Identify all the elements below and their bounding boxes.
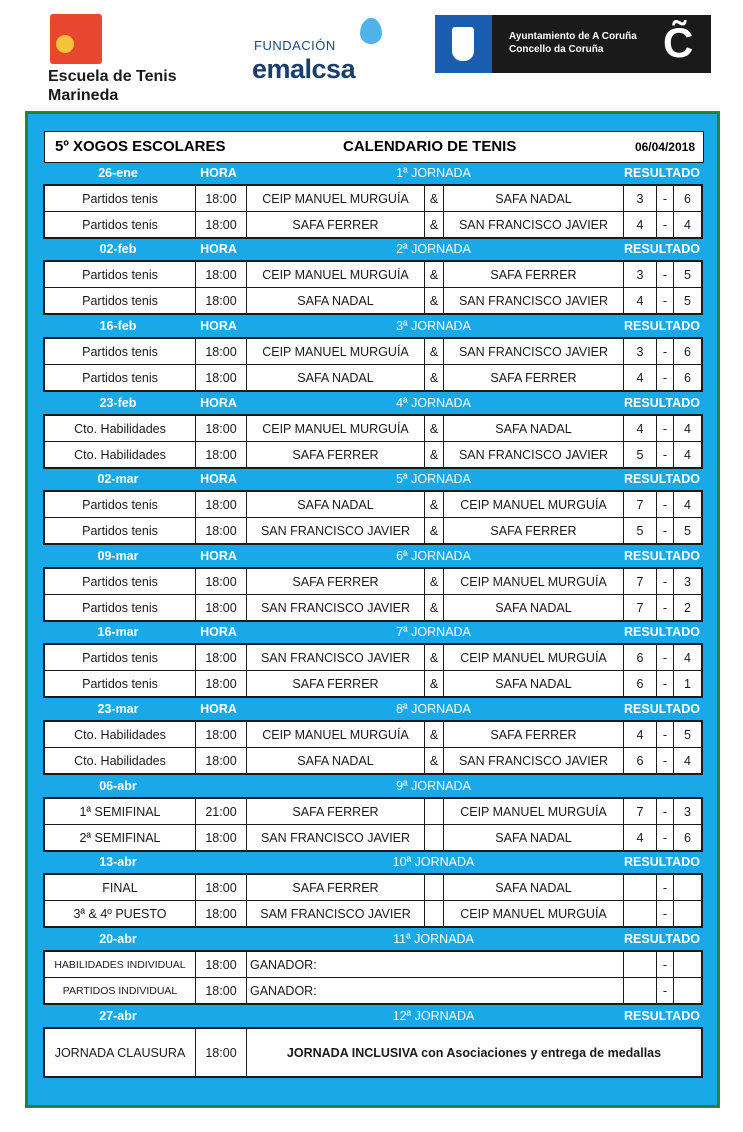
score-left: 5 — [623, 442, 656, 467]
score-separator: - — [656, 799, 673, 824]
versus-sign: & — [424, 365, 443, 390]
match-time: 18:00 — [195, 978, 246, 1003]
home-team: SAN FRANCISCO JAVIER — [246, 645, 424, 670]
event-type: Partidos tenis — [82, 267, 158, 282]
result-header: RESULTADO — [624, 472, 700, 486]
score-left: 6 — [623, 645, 656, 670]
score-right: 4 — [673, 492, 701, 517]
away-team: SAN FRANCISCO JAVIER — [443, 339, 623, 364]
winner-field: GANADOR: — [246, 978, 623, 1003]
score-separator: - — [656, 416, 673, 441]
round-section — [43, 315, 703, 392]
event-type: Cto. Habilidades — [74, 753, 166, 768]
home-team: CEIP MANUEL MURGUÍA — [246, 722, 424, 747]
score-right: 4 — [673, 748, 701, 773]
score-right: 4 — [673, 212, 701, 237]
score-left — [623, 875, 656, 900]
versus-sign — [424, 901, 443, 926]
score-right — [673, 875, 701, 900]
round-label: 12ª JORNADA — [392, 1009, 475, 1023]
match-time: 18:00 — [195, 492, 246, 517]
round-label: 9ª JORNADA — [396, 779, 471, 793]
away-team: SAN FRANCISCO JAVIER — [443, 288, 623, 313]
result-header: RESULTADO — [624, 625, 700, 639]
score-separator: - — [656, 186, 673, 211]
result-header: RESULTADO — [624, 702, 700, 716]
round-section — [43, 928, 703, 1005]
away-team: SAN FRANCISCO JAVIER — [443, 748, 623, 773]
match-row — [45, 211, 701, 237]
match-row — [45, 722, 701, 747]
versus-sign: & — [424, 671, 443, 696]
score-left: 4 — [623, 722, 656, 747]
round-date: 13-abr — [99, 855, 137, 869]
event-type: 2ª SEMIFINAL — [79, 830, 161, 845]
round-label: 7ª JORNADA — [396, 625, 471, 639]
round-header — [43, 392, 703, 414]
versus-sign — [424, 799, 443, 824]
score-separator: - — [656, 595, 673, 620]
versus-sign — [424, 875, 443, 900]
round-section — [43, 698, 703, 775]
away-team: CEIP MANUEL MURGUÍA — [443, 569, 623, 594]
match-row — [45, 287, 701, 313]
away-team: SAFA NADAL — [443, 875, 623, 900]
away-team: SAFA NADAL — [443, 825, 623, 850]
score-separator: - — [656, 748, 673, 773]
match-row — [45, 952, 701, 977]
water-drop-icon — [360, 18, 382, 44]
round-date: 02-feb — [99, 242, 137, 256]
matches-table — [43, 950, 703, 1005]
versus-sign: & — [424, 518, 443, 543]
match-row — [45, 364, 701, 390]
score-right — [673, 978, 701, 1003]
score-right: 5 — [673, 518, 701, 543]
away-team: SAFA FERRER — [443, 262, 623, 287]
time-header: HORA — [200, 166, 237, 180]
result-header: RESULTADO — [624, 549, 700, 563]
away-team: SAFA NADAL — [443, 671, 623, 696]
home-team: CEIP MANUEL MURGUÍA — [246, 262, 424, 287]
result-header: RESULTADO — [624, 855, 700, 869]
round-header — [43, 775, 703, 797]
versus-sign: & — [424, 288, 443, 313]
score-right: 4 — [673, 645, 701, 670]
event-type: Partidos tenis — [82, 574, 158, 589]
event-type: Partidos tenis — [82, 191, 158, 206]
match-row — [45, 875, 701, 900]
round-date: 27-abr — [99, 1009, 137, 1023]
time-header: HORA — [200, 242, 237, 256]
time-header: HORA — [200, 625, 237, 639]
match-row — [45, 186, 701, 211]
match-row — [45, 824, 701, 850]
score-separator: - — [656, 722, 673, 747]
match-time: 18:00 — [195, 748, 246, 773]
round-section — [43, 621, 703, 698]
result-header: RESULTADO — [624, 396, 700, 410]
score-right: 5 — [673, 722, 701, 747]
match-time: 18:00 — [195, 262, 246, 287]
result-header: RESULTADO — [624, 242, 700, 256]
time-header: HORA — [200, 319, 237, 333]
matches-table — [43, 567, 703, 622]
round-section — [43, 392, 703, 469]
home-team: SAFA FERRER — [246, 569, 424, 594]
matches-table — [43, 184, 703, 239]
match-time: 18:00 — [195, 212, 246, 237]
shield-icon — [452, 27, 474, 61]
winner-field: GANADOR: — [246, 952, 623, 977]
match-row — [45, 492, 701, 517]
event-type: Partidos tenis — [82, 497, 158, 512]
round-date: 26-ene — [98, 166, 138, 180]
result-header: RESULTADO — [624, 1009, 700, 1023]
round-date: 20-abr — [99, 932, 137, 946]
home-team: SAFA FERRER — [246, 442, 424, 467]
score-left: 3 — [623, 186, 656, 211]
round-date: 02-mar — [97, 472, 139, 486]
score-left: 6 — [623, 671, 656, 696]
match-time: 18:00 — [195, 952, 246, 977]
score-separator: - — [656, 569, 673, 594]
match-row — [45, 799, 701, 824]
match-time: 18:00 — [195, 288, 246, 313]
home-team: CEIP MANUEL MURGUÍA — [246, 416, 424, 441]
event-type: HABILIDADES INDIVIDUAL — [54, 958, 186, 971]
event-type: Partidos tenis — [82, 523, 158, 538]
score-left: 7 — [623, 492, 656, 517]
versus-sign: & — [424, 212, 443, 237]
round-label: 8ª JORNADA — [396, 702, 471, 716]
round-section — [43, 238, 703, 315]
score-separator: - — [656, 518, 673, 543]
score-left: 4 — [623, 212, 656, 237]
council-line1: Ayuntamiento de A Coruña — [509, 31, 637, 42]
match-time: 18:00 — [195, 595, 246, 620]
score-separator: - — [656, 671, 673, 696]
versus-sign: & — [424, 339, 443, 364]
matches-table — [43, 797, 703, 852]
closing-event-text: JORNADA INCLUSIVA con Asociaciones y entrega de medallas — [246, 1029, 701, 1076]
away-team: CEIP MANUEL MURGUÍA — [443, 799, 623, 824]
home-team: SAFA FERRER — [246, 671, 424, 696]
away-team: SAFA NADAL — [443, 186, 623, 211]
score-separator: - — [656, 492, 673, 517]
home-team: SAFA NADAL — [246, 288, 424, 313]
home-team: SAN FRANCISCO JAVIER — [246, 825, 424, 850]
score-right: 1 — [673, 671, 701, 696]
time-header: HORA — [200, 702, 237, 716]
score-separator: - — [656, 365, 673, 390]
council-line2: Concello da Coruña — [509, 44, 604, 55]
match-time: 21:00 — [195, 799, 246, 824]
match-row — [45, 441, 701, 467]
home-team: SAM FRANCISCO JAVIER — [246, 901, 424, 926]
match-row — [45, 645, 701, 670]
time-header: HORA — [200, 396, 237, 410]
foundation-line2: emalcsa — [252, 54, 356, 84]
event-type: Partidos tenis — [82, 217, 158, 232]
away-team: CEIP MANUEL MURGUÍA — [443, 645, 623, 670]
match-row — [45, 1029, 701, 1076]
score-separator: - — [656, 645, 673, 670]
tennis-ball-icon — [56, 35, 74, 53]
home-team: SAFA NADAL — [246, 365, 424, 390]
score-left: 7 — [623, 595, 656, 620]
score-separator: - — [656, 212, 673, 237]
round-header — [43, 468, 703, 490]
score-separator: - — [656, 262, 673, 287]
score-separator: - — [656, 952, 673, 977]
round-label: 3ª JORNADA — [396, 319, 471, 333]
event-type: Partidos tenis — [82, 676, 158, 691]
away-team: SAFA FERRER — [443, 518, 623, 543]
school-logo — [48, 12, 208, 107]
page-header — [0, 0, 743, 108]
match-row — [45, 569, 701, 594]
matches-table — [43, 414, 703, 469]
match-time: 18:00 — [195, 671, 246, 696]
round-header — [43, 1005, 703, 1027]
event-type: 1ª SEMIFINAL — [79, 804, 161, 819]
event-type: PARTIDOS INDIVIDUAL — [62, 984, 178, 997]
event-type: Cto. Habilidades — [74, 421, 166, 436]
event-type: FINAL — [102, 880, 138, 895]
event-type: Partidos tenis — [82, 370, 158, 385]
match-row — [45, 594, 701, 620]
round-date: 06-abr — [99, 779, 137, 793]
score-right: 5 — [673, 288, 701, 313]
round-label: 6ª JORNADA — [396, 549, 471, 563]
versus-sign: & — [424, 748, 443, 773]
round-label: 2ª JORNADA — [396, 242, 471, 256]
score-separator: - — [656, 901, 673, 926]
match-time: 18:00 — [195, 901, 246, 926]
round-header — [43, 238, 703, 260]
round-header — [43, 545, 703, 567]
match-time: 18:00 — [195, 518, 246, 543]
round-header — [43, 621, 703, 643]
score-left — [623, 952, 656, 977]
match-row — [45, 747, 701, 773]
home-team: SAN FRANCISCO JAVIER — [246, 518, 424, 543]
score-left: 4 — [623, 288, 656, 313]
event-type: Cto. Habilidades — [74, 727, 166, 742]
score-left: 7 — [623, 799, 656, 824]
round-header — [43, 315, 703, 337]
round-section — [43, 468, 703, 545]
matches-table — [43, 873, 703, 928]
round-label: 4ª JORNADA — [396, 396, 471, 410]
match-row — [45, 670, 701, 696]
score-right: 3 — [673, 799, 701, 824]
round-section — [43, 775, 703, 852]
round-date: 23-feb — [99, 396, 137, 410]
score-right: 6 — [673, 365, 701, 390]
home-team: SAFA NADAL — [246, 748, 424, 773]
event-type: Partidos tenis — [82, 650, 158, 665]
match-row — [45, 416, 701, 441]
match-time: 18:00 — [195, 186, 246, 211]
time-header: HORA — [200, 472, 237, 486]
away-team: SAFA FERRER — [443, 365, 623, 390]
away-team: CEIP MANUEL MURGUÍA — [443, 492, 623, 517]
score-right: 2 — [673, 595, 701, 620]
foundation-line1: FUNDACIÓN — [254, 38, 336, 53]
event-type: Cto. Habilidades — [74, 447, 166, 462]
home-team: CEIP MANUEL MURGUÍA — [246, 339, 424, 364]
score-left: 7 — [623, 569, 656, 594]
away-team: SAN FRANCISCO JAVIER — [443, 212, 623, 237]
calendar-title: CALENDARIO DE TENIS — [343, 138, 517, 155]
home-team: SAFA FERRER — [246, 799, 424, 824]
versus-sign: & — [424, 722, 443, 747]
result-header: RESULTADO — [624, 932, 700, 946]
round-section — [43, 1005, 703, 1078]
versus-sign: & — [424, 595, 443, 620]
score-right: 4 — [673, 442, 701, 467]
result-header: RESULTADO — [624, 166, 700, 180]
score-left: 6 — [623, 748, 656, 773]
round-date: 16-feb — [99, 319, 137, 333]
versus-sign: & — [424, 262, 443, 287]
round-date: 16-mar — [97, 625, 139, 639]
matches-table — [43, 490, 703, 545]
match-time: 18:00 — [195, 1029, 246, 1076]
score-right: 5 — [673, 262, 701, 287]
matches-table — [43, 337, 703, 392]
school-name-line2: Marineda — [48, 87, 119, 104]
score-right: 6 — [673, 339, 701, 364]
home-team: SAFA FERRER — [246, 875, 424, 900]
away-team: CEIP MANUEL MURGUÍA — [443, 901, 623, 926]
score-left: 4 — [623, 825, 656, 850]
home-team: SAFA NADAL — [246, 492, 424, 517]
round-section — [43, 162, 703, 239]
event-type: Partidos tenis — [82, 293, 158, 308]
score-right: 3 — [673, 569, 701, 594]
match-row — [45, 977, 701, 1003]
matches-table — [43, 643, 703, 698]
score-separator: - — [656, 339, 673, 364]
score-separator: - — [656, 288, 673, 313]
school-name-line1: Escuela de Tenis — [48, 68, 177, 85]
score-left: 3 — [623, 262, 656, 287]
round-date: 23-mar — [97, 702, 139, 716]
score-left: 5 — [623, 518, 656, 543]
round-label: 11ª JORNADA — [393, 932, 474, 946]
score-right: 6 — [673, 186, 701, 211]
result-header: RESULTADO — [624, 319, 700, 333]
calendar-board — [25, 111, 720, 1108]
round-header — [43, 698, 703, 720]
match-row — [45, 339, 701, 364]
versus-sign: & — [424, 492, 443, 517]
round-section — [43, 545, 703, 622]
match-time: 18:00 — [195, 442, 246, 467]
match-time: 18:00 — [195, 365, 246, 390]
away-team: SAN FRANCISCO JAVIER — [443, 442, 623, 467]
match-row — [45, 517, 701, 543]
away-team: SAFA FERRER — [443, 722, 623, 747]
council-logo — [435, 15, 711, 73]
round-section — [43, 851, 703, 928]
match-time: 18:00 — [195, 645, 246, 670]
document-date: 06/04/2018 — [634, 140, 695, 154]
round-label: 5ª JORNADA — [396, 472, 471, 486]
versus-sign: & — [424, 416, 443, 441]
match-row — [45, 900, 701, 926]
score-separator: - — [656, 825, 673, 850]
title-bar — [44, 131, 704, 163]
match-time: 18:00 — [195, 722, 246, 747]
away-team: SAFA NADAL — [443, 416, 623, 441]
score-right: 4 — [673, 416, 701, 441]
versus-sign: & — [424, 186, 443, 211]
round-header — [43, 851, 703, 873]
score-right — [673, 901, 701, 926]
home-team: SAN FRANCISCO JAVIER — [246, 595, 424, 620]
score-left: 3 — [623, 339, 656, 364]
round-label: 10ª JORNADA — [392, 855, 475, 869]
versus-sign: & — [424, 442, 443, 467]
match-time: 18:00 — [195, 569, 246, 594]
event-type: 3ª & 4º PUESTO — [73, 906, 167, 921]
versus-sign: & — [424, 645, 443, 670]
match-row — [45, 262, 701, 287]
event-title: 5º XOGOS ESCOLARES — [55, 138, 226, 155]
event-type: Partidos tenis — [82, 600, 158, 615]
score-right: 6 — [673, 825, 701, 850]
score-right — [673, 952, 701, 977]
score-separator: - — [656, 442, 673, 467]
matches-table — [43, 260, 703, 315]
versus-sign: & — [424, 569, 443, 594]
round-date: 09-mar — [97, 549, 139, 563]
home-team: SAFA FERRER — [246, 212, 424, 237]
match-time: 18:00 — [195, 416, 246, 441]
score-left: 4 — [623, 416, 656, 441]
foundation-logo — [252, 18, 392, 88]
home-team: CEIP MANUEL MURGUÍA — [246, 186, 424, 211]
match-time: 18:00 — [195, 875, 246, 900]
event-type: Partidos tenis — [82, 344, 158, 359]
score-separator: - — [656, 978, 673, 1003]
time-header: HORA — [200, 549, 237, 563]
away-team: SAFA NADAL — [443, 595, 623, 620]
score-left — [623, 978, 656, 1003]
matches-table — [43, 720, 703, 775]
versus-sign — [424, 825, 443, 850]
round-header — [43, 162, 703, 184]
matches-table — [43, 1027, 703, 1078]
score-separator: - — [656, 875, 673, 900]
round-header — [43, 928, 703, 950]
score-left: 4 — [623, 365, 656, 390]
council-glyph: C̃ — [663, 19, 694, 66]
score-left — [623, 901, 656, 926]
match-time: 18:00 — [195, 339, 246, 364]
round-label: 1ª JORNADA — [396, 166, 471, 180]
match-time: 18:00 — [195, 825, 246, 850]
event-type: JORNADA CLAUSURA — [54, 1045, 186, 1060]
